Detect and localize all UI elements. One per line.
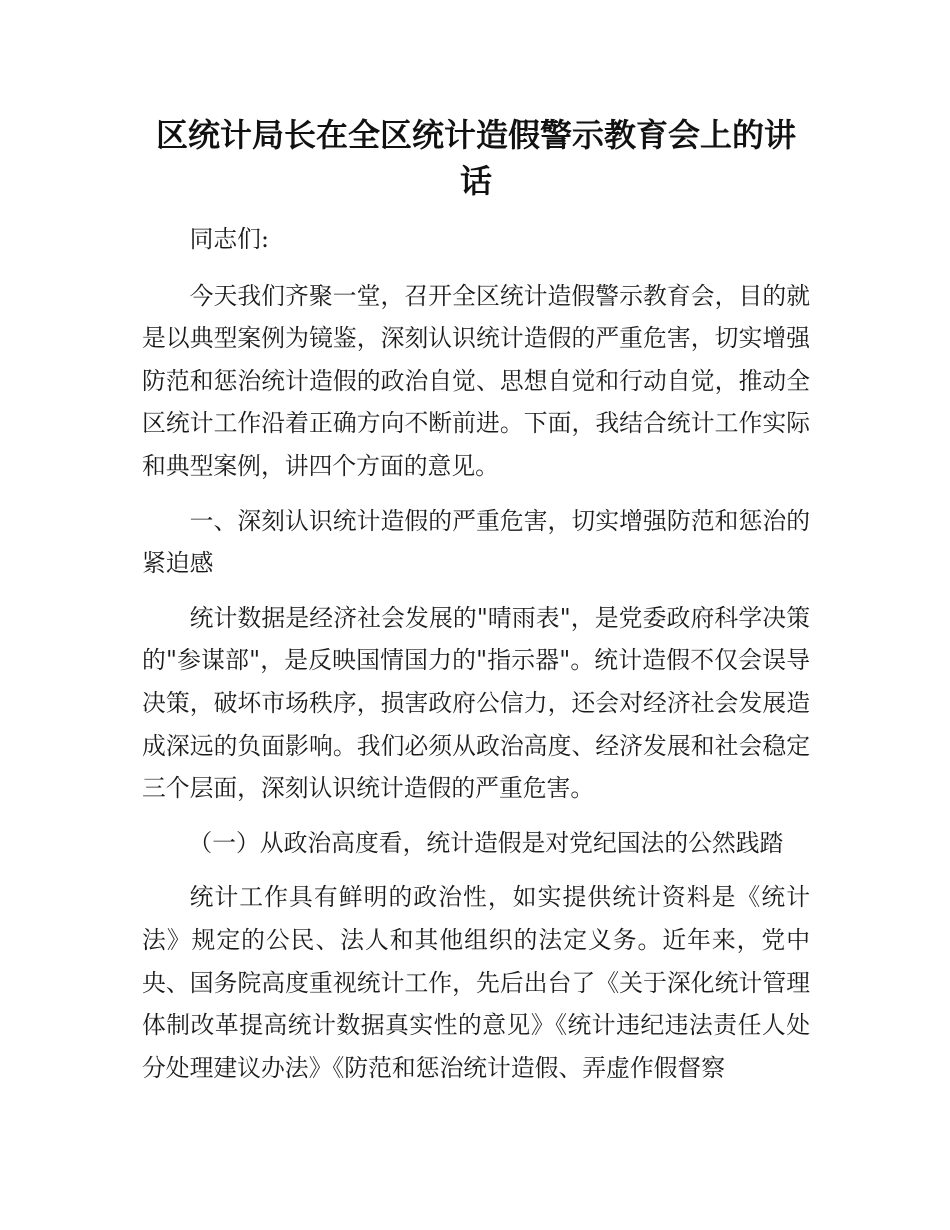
paragraph-statistics-importance: 统计数据是经济社会发展的"晴雨表"，是党委政府科学决策的"参谋部"，是反映国情国力的"指示器"。统计造假不仅会误导决策，破坏市场秩序，损害政府公信力，还会对经济社会发展造成深远的负面影响。我们必须从政治高度、经济发展和社会稳定三个层面，深刻认识统计造假的严重危害。: [142, 603, 810, 803]
subsection-heading-1: （一）从政治高度看，统计造假是对党纪国法的公然践踏: [188, 828, 784, 857]
paragraph-intro: 今天我们齐聚一堂，召开全区统计造假警示教育会，目的就是以典型案例为镜鉴，深刻认识统计造假的严重危害，切实增强防范和惩治统计造假的政治自觉、思想自觉和行动自觉，推动全区统计工作沿着正确方向不断前进。下面，我结合统计工作实际和典型案例，讲四个方面的意见。: [142, 281, 810, 480]
document-page: [142, 112, 810, 1101]
document-title: 区统计局长在全区统计造假警示教育会上的讲话: [155, 116, 796, 200]
salutation: 同志们:: [189, 225, 270, 253]
paragraph-statistics-law: 统计工作具有鲜明的政治性，如实提供统计资料是《统计法》规定的公民、法人和其他组织的法定义务。近年来，党中央、国务院高度重视统计工作，先后出台了《关于深化统计管理体制改革提高统计数据真实性的意见》《统计违纪违法责任人处分处理建议办法》《防范和惩治统计造假、弄虚作假督察: [142, 883, 810, 1082]
section-heading-1: 一、深刻认识统计造假的严重危害，切实增强防范和惩治的紧迫感: [142, 506, 810, 578]
